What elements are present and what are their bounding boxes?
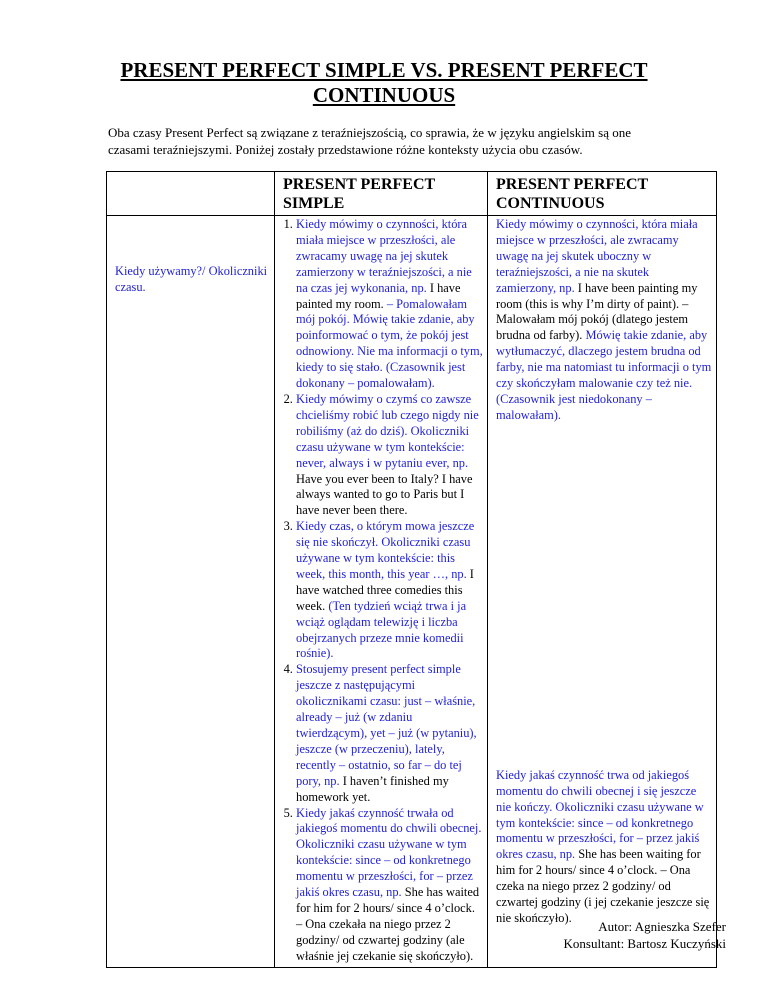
table-header-row bbox=[107, 172, 717, 216]
title-line-1: PRESENT PERFECT SIMPLE VS. PRESENT PERFECT bbox=[120, 58, 648, 82]
list-item: 5. Kiedy jakaś czynność trwała od jakiegoś momentu do chwili obecnej. Okoliczniki czasu używane w tym kontekście: since – od konkretnego momentu w przeszłości, for – przez jakiś okres czasu, np. She has waited for him for 2 hours/ since 4 o’clock. – Ona czekała na niego przez 2 godziny/ od czwartej godziny (ale właśnie jej czekanie się skończyło). bbox=[296, 806, 483, 965]
comparison-table bbox=[106, 171, 717, 968]
header-continuous bbox=[488, 172, 717, 216]
list-item: 4. Stosujemy present perfect simple jeszcze z następującymi okolicznikami czasu: just – właśnie, already – już (w zdaniu twierdzącym), yet – już (w pytaniu), jeszcze (w przeczeniu), lately, recently – ostatnio, so far – do tej pory, np. I haven’t finished my homework yet. bbox=[296, 662, 483, 805]
simple-usage-list bbox=[283, 217, 483, 965]
consultant-credit: Konsultant: Bartosz Kuczyński bbox=[563, 936, 726, 951]
table-row bbox=[107, 216, 717, 968]
intro-paragraph: Oba czasy Present Perfect są związane z teraźniejszością, co sprawia, że w języku angielskim są one czasami teraźniejszymi. Poniżej zostały przedstawione różne konteksty użycia obu czasów. bbox=[108, 125, 632, 157]
simple-usage-cell bbox=[275, 216, 488, 968]
list-item: 1. Kiedy mówimy o czynności, która miała miejsce w przeszłości, ale zwracamy uwagę na jej skutek zamierzony w teraźniejszości, a nie na czas jej wykonania, np. I have painted my room. – Pomalowałam mój pokój. Mówię takie zdanie, aby poinformować o tym, że pokój jest odnowiony. Nie ma informacji o tym, kiedy to się stało. (Czasownik jest dokonany – pomalowałam). bbox=[296, 217, 483, 392]
title-line-2: CONTINUOUS bbox=[312, 83, 456, 107]
author-credit: Autor: Agnieszka Szefer bbox=[598, 919, 726, 934]
list-item: 2. Kiedy mówimy o czymś co zawsze chcieliśmy robić lub czego nigdy nie robiliśmy (aż do dziś). Okoliczniki czasu używane w tym kontekście: never, always i w pytaniu ever, np. Have you ever been to Italy? I have always wanted to go to Paris but I have never been there. bbox=[296, 392, 483, 519]
continuous-usage-1: Kiedy mówimy o czynności, która miała miejsce w przeszłości, ale zwracamy uwagę na jej skutek uboczny w teraźniejszości, a nie na skutek zamierzony, np. I have been painting my room (this is why I’m dirty of paint). – Malowałam mój pokój (dlatego jestem brudna od farby). Mówię takie zdanie, aby wytłumaczyć, dlaczego jestem brudna od farby, nie ma natomiast tu informacji o tym czy skończyłam malowanie czy też nie. (Czasownik jest niedokonany – malowałam). bbox=[496, 217, 712, 422]
continuous-usage-cell bbox=[488, 216, 717, 968]
footer-credits bbox=[564, 918, 726, 952]
list-item: 3. Kiedy czas, o którym mowa jeszcze się nie skończył. Okoliczniki czasu używane w tym kontekście: this week, this month, this year …, np. I have watched three comedies this week. (Ten tydzień wciąż trwa i ja wciąż oglądam telewizję i liczba obejrzanych przeze mnie komedii rośnie). bbox=[296, 519, 483, 662]
header-simple-line-1: PRESENT PERFECT bbox=[283, 176, 436, 193]
header-continuous-line-2: CONTINUOUS bbox=[496, 195, 605, 212]
header-simple-line-2: SIMPLE bbox=[283, 195, 345, 212]
header-empty-cell bbox=[107, 172, 275, 216]
page-title bbox=[60, 58, 708, 108]
spacer bbox=[496, 424, 712, 768]
header-continuous-line-1: PRESENT PERFECT bbox=[496, 176, 649, 193]
row-label: Kiedy używamy?/ Okoliczniki czasu. bbox=[107, 216, 275, 968]
continuous-usage-2: Kiedy jakaś czynność trwa od jakiegoś momentu do chwili obecnej i się jeszcze nie kończy. Okoliczniki czasu używane w tym kontekście: since – od konkretnego momentu w przeszłości, for – przez jakiś okres czasu, np. She has been waiting for him for 2 hours/ since 4 o’clock. – Ona czeka na niego przez 2 godziny/ od czwartej godziny (i jej czekanie jeszcze się nie skończyło). bbox=[496, 767, 710, 925]
header-simple bbox=[275, 172, 488, 216]
